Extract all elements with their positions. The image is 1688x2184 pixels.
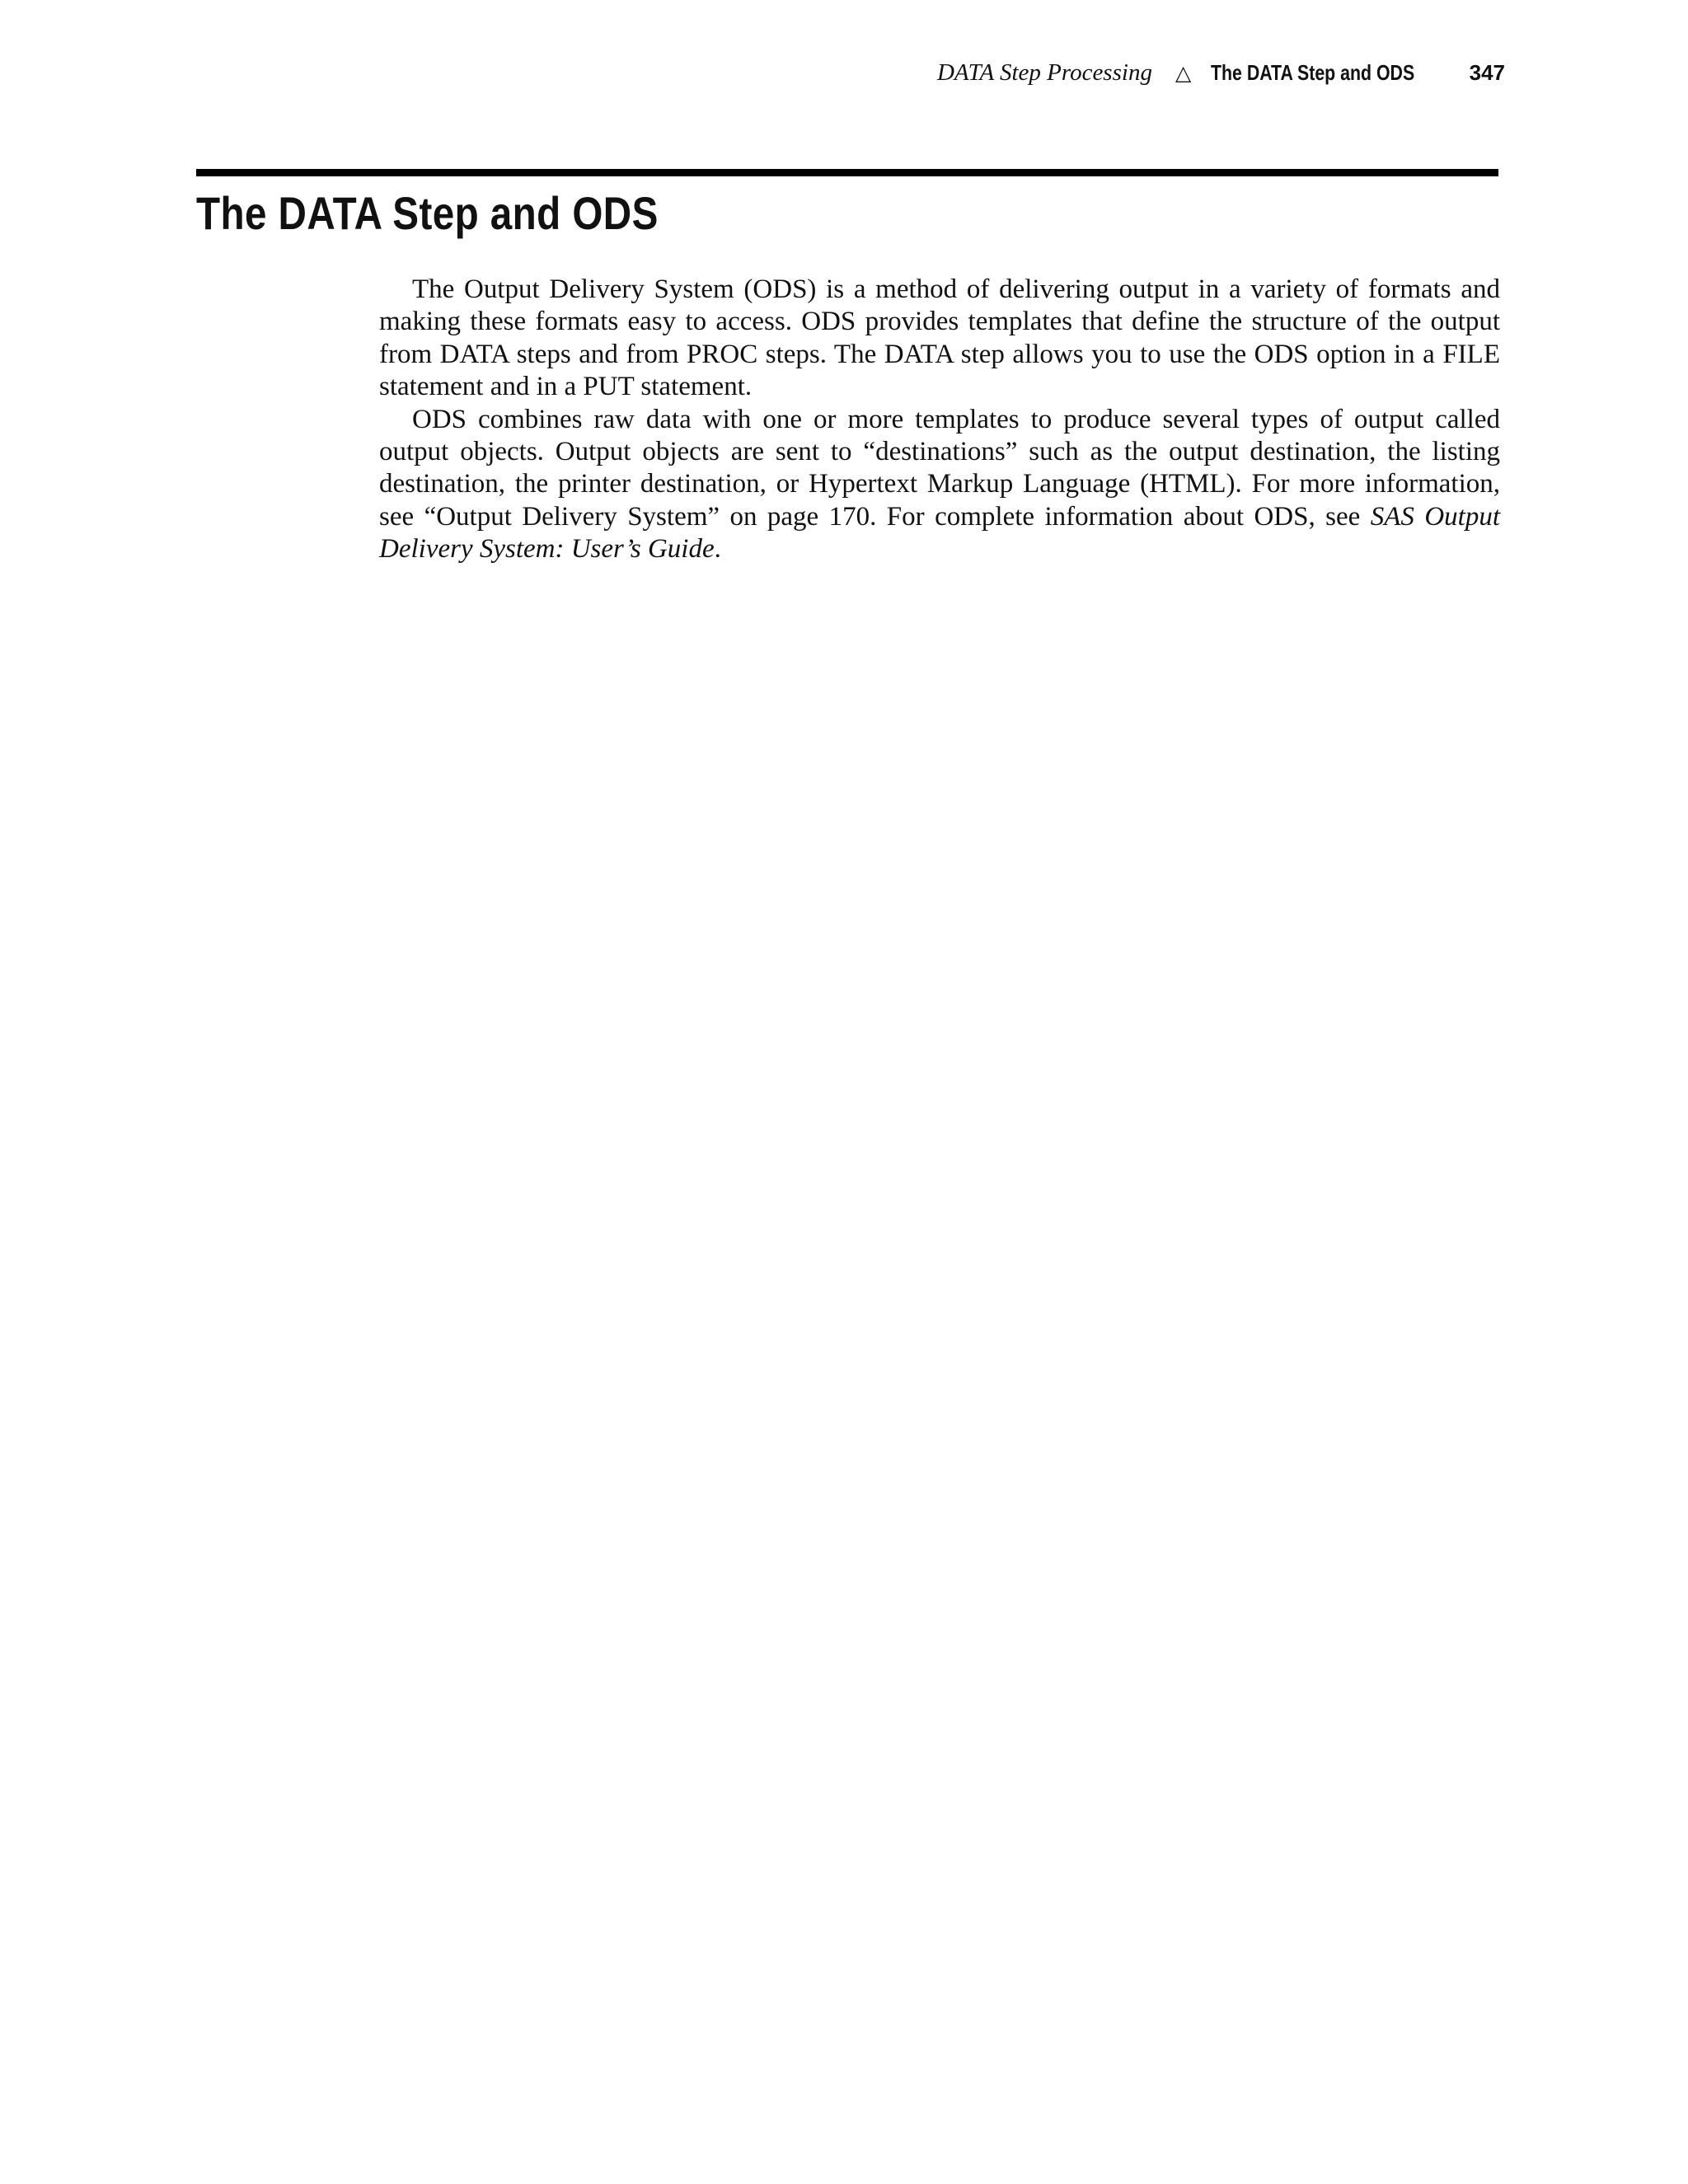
page-number: 347 — [1469, 60, 1505, 85]
running-header — [937, 59, 1505, 87]
running-header-section: DATA Step Processing — [936, 59, 1152, 86]
paragraph-1: The Output Delivery System (ODS) is a method of delivering output in a variety of formats and making these formats easy to access. ODS provides templates that define the structure of the output from DATA steps and from PROC steps. The DATA step allows you to use the ODS option in a FILE statement and in a PUT statement. — [379, 274, 1500, 402]
paragraph-2-end: . — [714, 534, 721, 565]
paragraph-2 — [379, 404, 1500, 566]
section-rule — [196, 169, 1498, 176]
paragraph-2-text: ODS combines raw data with one or more templates to produce several types of output called output objects. Output objects are sent to “destinations” such as the output destination, the listing destination, the printer destination, or Hypertext Markup Language (HTML). For more information, see “Output Delivery System” on page 170. For complete information about ODS, see — [379, 404, 1500, 532]
running-header-title: The DATA Step and ODS — [1211, 60, 1415, 85]
section-title: The DATA Step and ODS — [196, 187, 659, 239]
body-text — [379, 274, 1500, 566]
triangle-separator-icon: △ — [1175, 61, 1192, 85]
book-citation: SAS Output Delivery System: User’s Guide — [379, 501, 1500, 565]
